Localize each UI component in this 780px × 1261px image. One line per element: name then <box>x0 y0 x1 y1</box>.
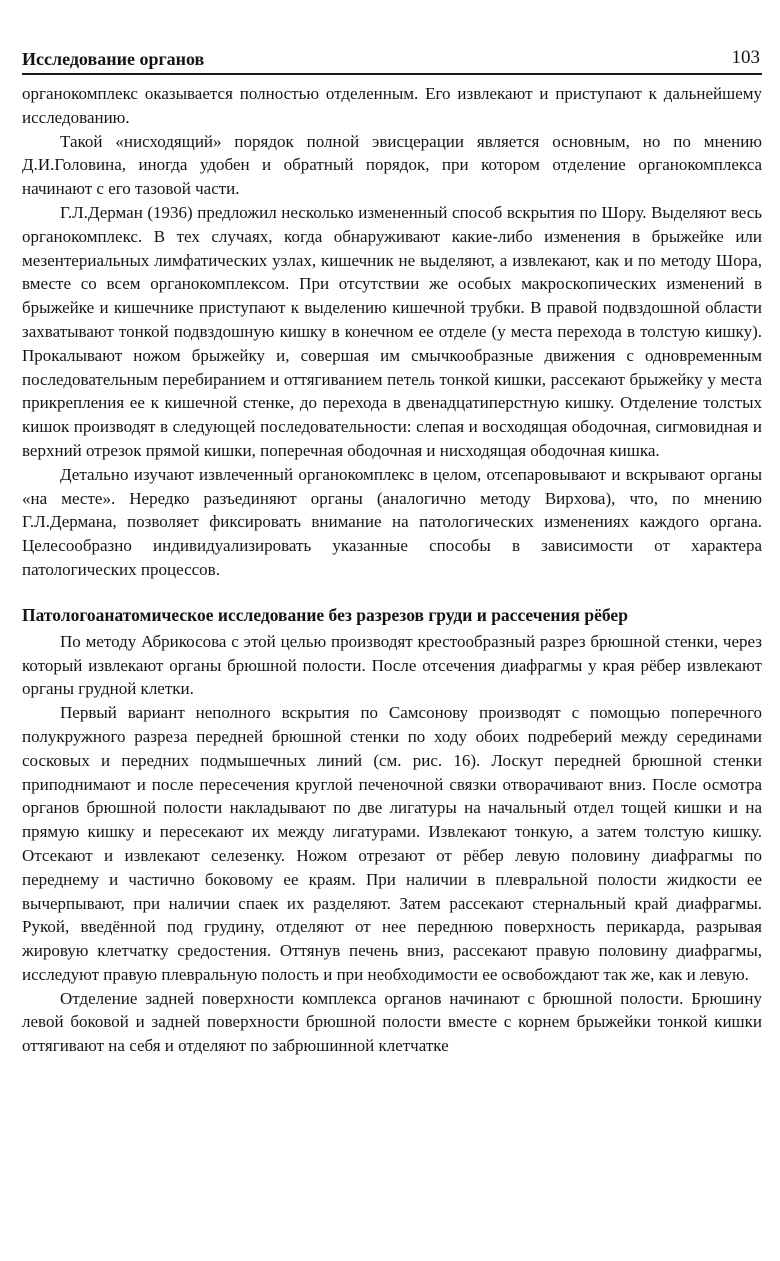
page-number: 103 <box>731 47 760 68</box>
running-header <box>22 45 762 75</box>
paragraph: Детально изучают извлеченный органокомплекс в целом, отсепаровывают и вскрывают органы «на месте». Нередко разъединяют органы (аналогично методу Вирхова), что, по мнению Г.Л.Дермана, позволяет фиксировать внимание на патологических изменениях каждого органа. Целесообразно индивидуализировать указанные способы в зависимости от характера патологических процессов. <box>22 464 762 579</box>
page-body <box>22 82 762 1058</box>
paragraph: Г.Л.Дерман (1936) предложил несколько измененный способ вскрытия по Шору. Выделяют весь органокомплекс. В тех случаях, когда обнаруживают какие-либо изменения в брыжейке или мезентериальных лимфатических узлах, кишечник не выделяют, а извлекают, как и по методу Шора, вместе со всем органокомплексом. При отсутствии же особых макроскопических изменений в брыжейке и кишечнике приступают к выделению кишечной трубки. В правой подвздошной области захватывают тонкой подвздошную кишку в конечном ее отделе (у места перехода в толстую кишку). Прокалывают ножом брыжейку и, совершая им смычкообразные движения с одновременным последовательным перебиранием и оттягиванием петель тонкой кишки, рассекают брыжейку у места прикрепления ее к кишечной стенке, до перехода в двенадцатиперстную кишку. Отделение толстых кишок производят в следующей последовательности: слепая и восходящая ободочная, сигмовидная и верхний отрезок прямой кишки, поперечная ободочная и нисходящая ободочная кишка. <box>22 202 762 460</box>
section-heading: Патологоанатомическое исследование без разрезов груди и рассечения рёбер <box>22 604 628 625</box>
paragraph: Отделение задней поверхности комплекса органов начинают с брюшной полости. Брюшину левой боковой и задней поверхности брюшной полости вместе с корнем брыжейки тонкой кишки оттягивают на себя и отделяют по забрюшинной клетчатке <box>22 988 762 1056</box>
paragraph: По методу Абрикосова с этой целью производят крестообразный разрез брюшной стенки, через который извлекают органы брюшной полости. После отсечения диафрагмы у края рёбер извлекают органы грудной клетки. <box>22 631 762 699</box>
paragraph: Такой «нисходящий» порядок полной эвисцерации является основным, но по мнению Д.И.Головина, иногда удобен и обратный порядок, при котором отделение органокомплекса начинают с его тазовой части. <box>22 131 762 199</box>
running-header-title: Исследование органов <box>22 49 205 69</box>
paragraph: Первый вариант неполного вскрытия по Самсонову производят с помощью поперечного полукружного разреза передней брюшной стенки по ходу обоих подреберий между серединами сосковых и передних подмышечных линий (см. рис. 16). Лоскут передней брюшной стенки приподнимают и после пересечения круглой печеночной связки отворачивают вниз. После осмотра органов брюшной полости накладывают по две лигатуры на начальный отдел тощей кишки и на прямую кишку и пересекают их между лигатурами. Извлекают тонкую, а затем толстую кишку. Отсекают и извлекают селезенку. Ножом отрезают от рёбер левую половину диафрагмы по переднему и частично боковому ее краям. При наличии в плевральной полости жидкости ее вычерпывают, при наличии спаек их разделяют. Затем рассекают стернальный край диафрагмы. Рукой, введённой под грудину, отделяют от нее переднюю поверхность перикарда, разрывая жировую клетчатку средостения. Оттянув печень вниз, рассекают правую половину диафрагмы, исследуют правую плевральную полость и при необходимости ее освобождают так же, как и левую. <box>22 703 762 984</box>
paragraph-continuation: органокомплекс оказывается полностью отделенным. Его извлекают и приступают к дальнейшему исследованию. <box>22 84 762 127</box>
